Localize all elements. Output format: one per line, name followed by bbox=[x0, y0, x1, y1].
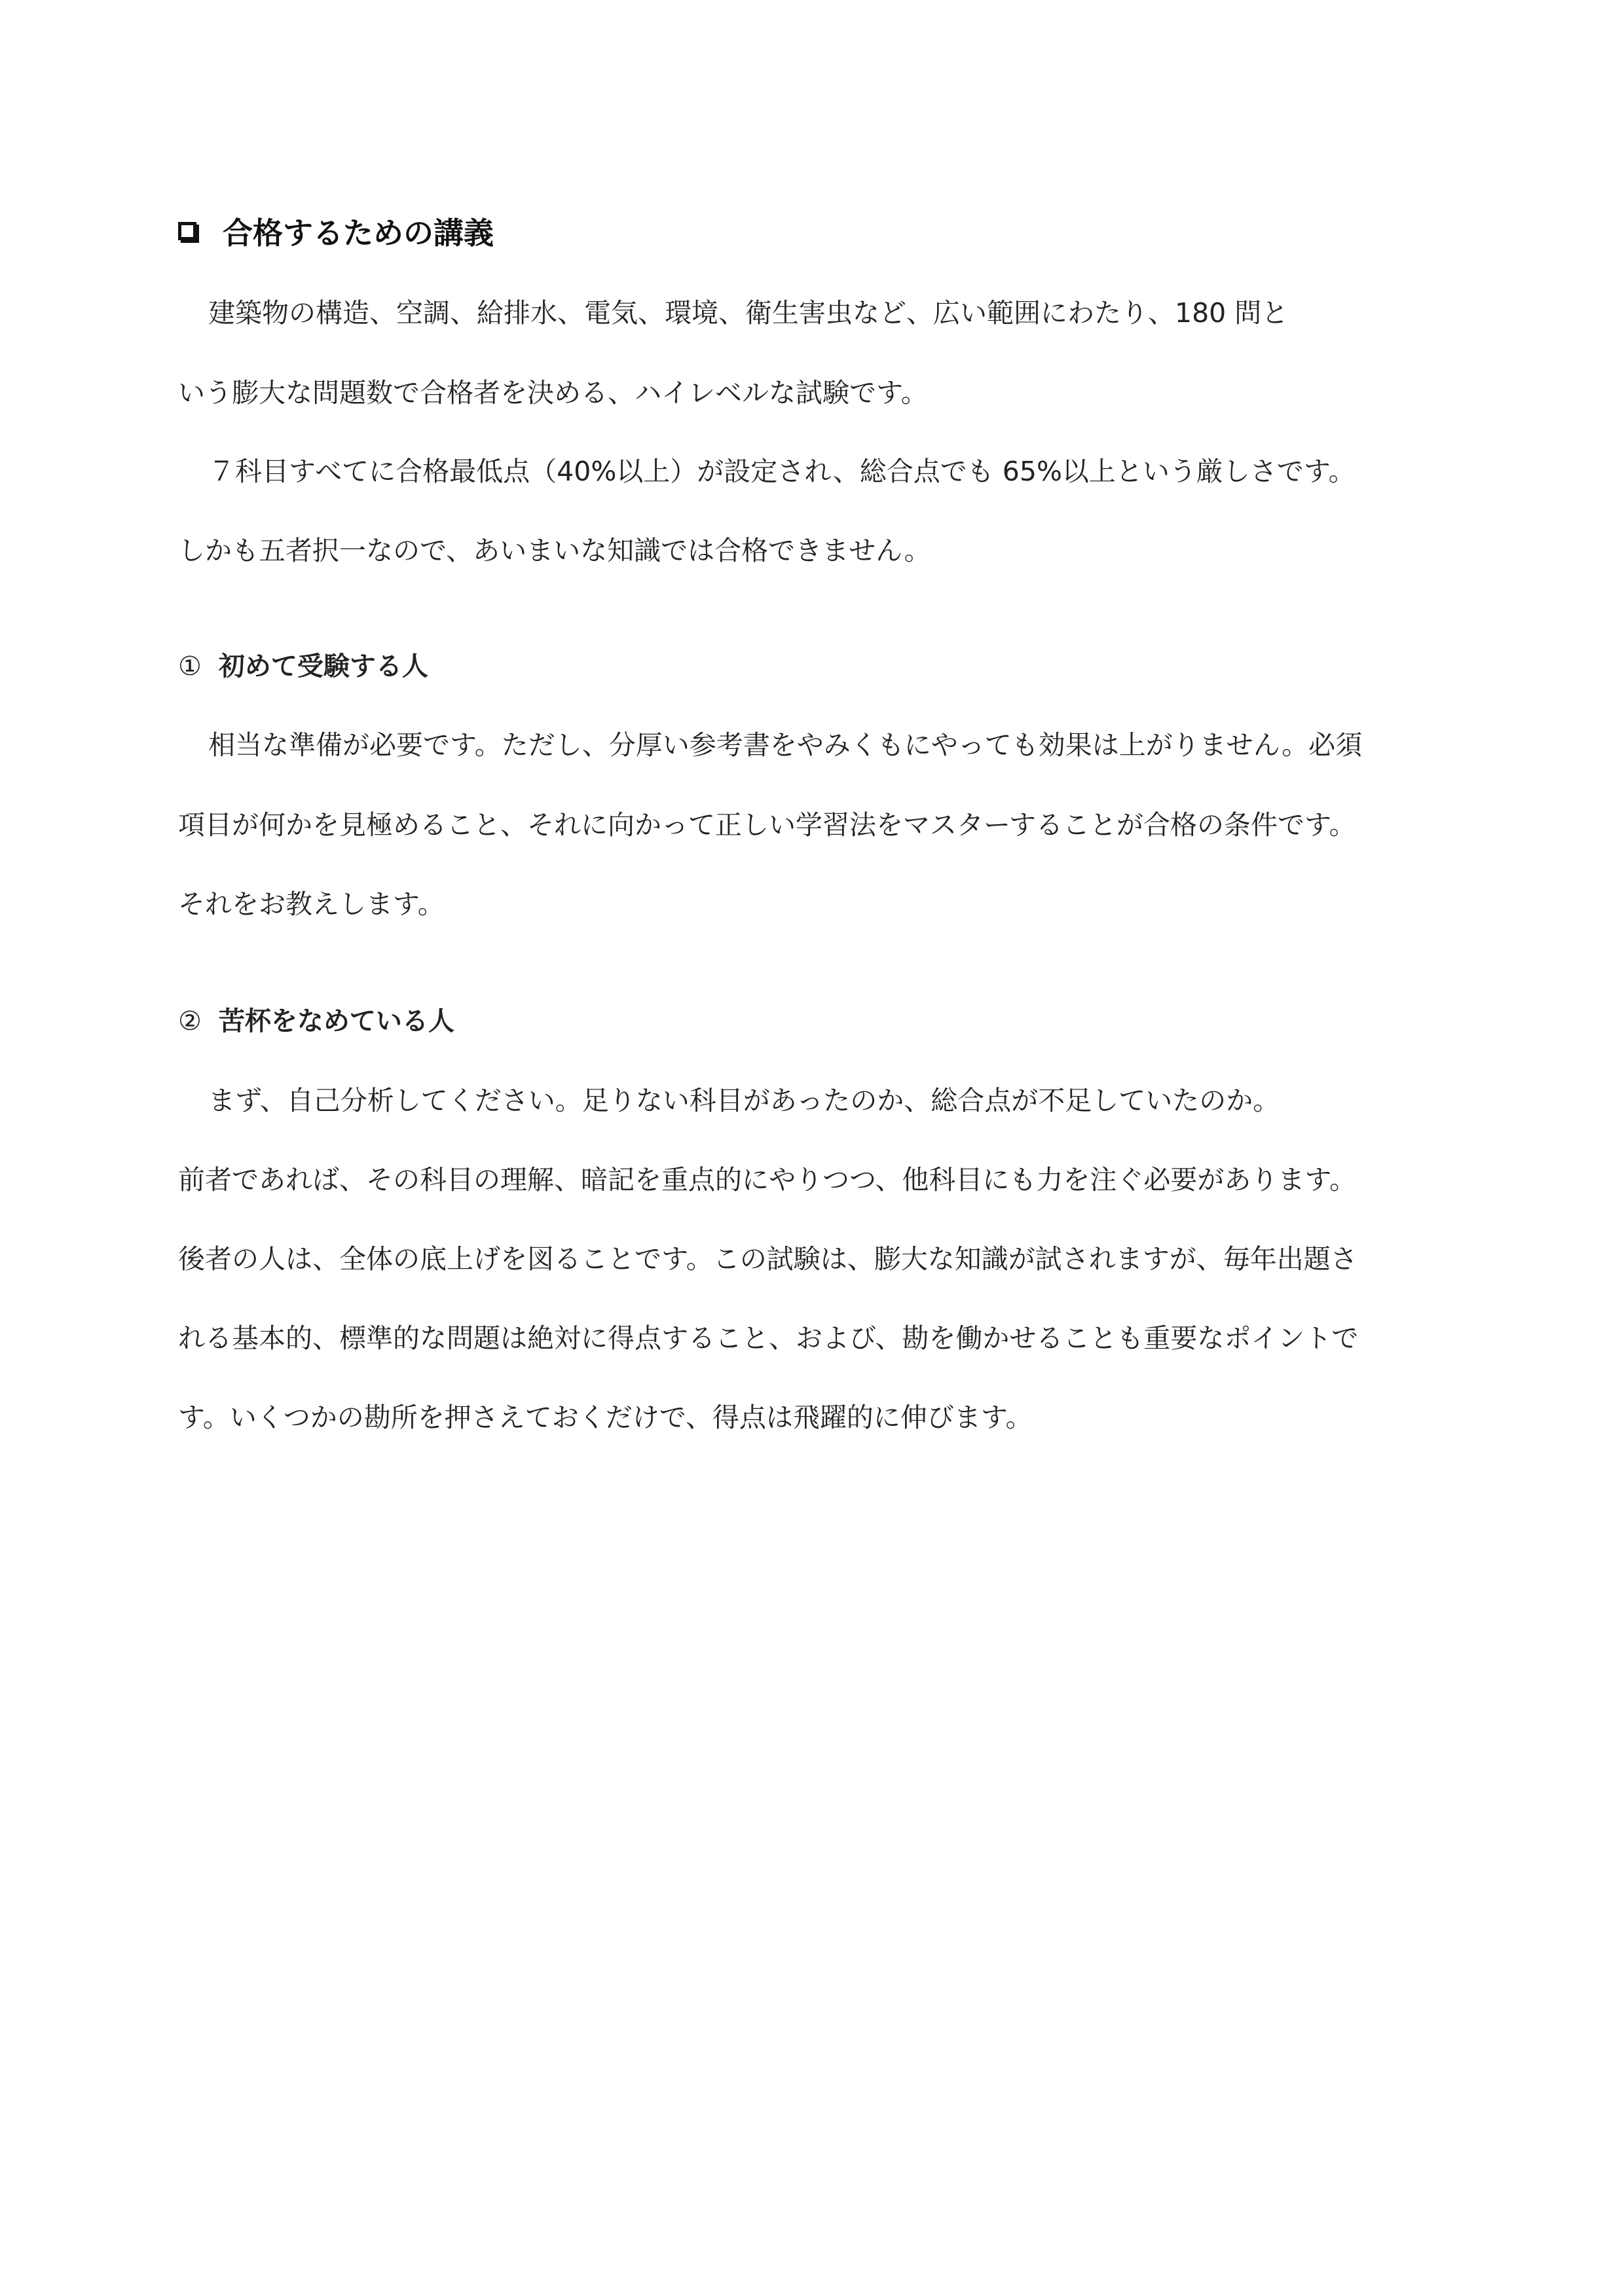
subsection-number: ② bbox=[178, 1006, 202, 1036]
body-line: す。いくつかの勘所を押さえておくだけで、得点は飛躍的に伸びます。 bbox=[178, 1402, 1033, 1433]
subsection-number: ① bbox=[178, 651, 202, 682]
subsection-title: 苦杯をなめている人 bbox=[218, 1006, 454, 1036]
intro-line: いう膨大な問題数で合格者を決める、ハイレベルな試験です。 bbox=[178, 377, 928, 409]
checkbox-bullet-icon bbox=[178, 222, 196, 240]
intro-line: ７科目すべてに合格最低点（40%以上）が設定され、総合点でも 65%以上という厳しさです。 bbox=[208, 456, 1356, 487]
intro-line: しかも五者択一なので、あいまいな知識では合格できません。 bbox=[178, 535, 931, 566]
subsection-heading bbox=[178, 647, 428, 686]
subsection-heading bbox=[178, 1002, 454, 1041]
body-line: それをお教えします。 bbox=[178, 888, 445, 920]
intro-line: 建築物の構造、空調、給排水、電気、環境、衛生害虫など、広い範囲にわたり、180 問と bbox=[208, 297, 1289, 329]
body-line: 相当な準備が必要です。ただし、分厚い参考書をやみくもにやっても効果は上がりません。必須 bbox=[208, 729, 1363, 761]
body-line: 後者の人は、全体の底上げを図ることです。この試験は、膨大な知識が試されますが、毎年出題さ bbox=[178, 1243, 1357, 1275]
body-line: まず、自己分析してください。足りない科目があったのか、総合点が不足していたのか。 bbox=[208, 1085, 1280, 1116]
body-line: 前者であれば、その科目の理解、暗記を重点的にやりつつ、他科目にも力を注ぐ必要があります。 bbox=[178, 1164, 1357, 1195]
section-heading bbox=[178, 208, 494, 254]
subsection-title: 初めて受験する人 bbox=[218, 651, 428, 682]
body-line: れる基本的、標準的な問題は絶対に得点すること、および、勘を働かせることも重要なポイントで bbox=[178, 1322, 1359, 1354]
body-line: 項目が何かを見極めること、それに向かって正しい学習法をマスターすることが合格の条件です。 bbox=[178, 809, 1356, 841]
section-title: 合格するための講義 bbox=[223, 215, 494, 251]
